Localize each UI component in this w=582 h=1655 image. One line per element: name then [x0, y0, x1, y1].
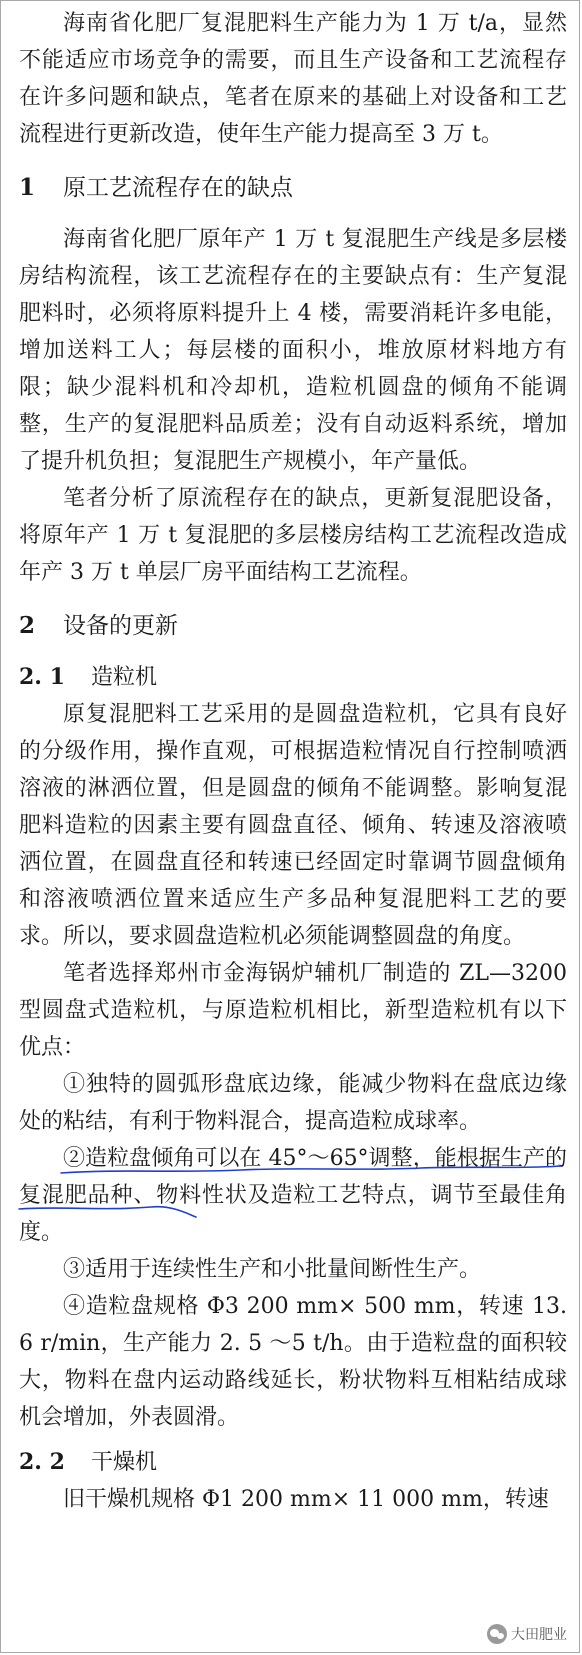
section-2-title: 设备的更新	[63, 613, 179, 639]
subsection-2-2-number: 2. 2	[19, 1449, 65, 1475]
subsection-2-1-paragraph-2: 笔者选择郑州市金海锅炉辅机厂制造的 ZL—3200型圆盘式造粒机，与原造粒机相比，新型造粒机有以下优点：	[19, 961, 567, 1060]
section-2-heading	[19, 607, 567, 645]
subsection-2-1-heading	[19, 659, 567, 696]
watermark-text: 大田肥业	[511, 1627, 567, 1643]
section-1-heading	[19, 169, 567, 207]
advantage-2: ②造粒盘倾角可以在 45°～65°调整，能根据生产的复混肥品种、物料性状及造粒工艺特点，调节至最佳角度。	[19, 1146, 567, 1245]
intro-paragraph: 海南省化肥厂复混肥料生产能力为 1 万 t/a，显然不能适应市场竞争的需要，而且生产设备和工艺流程存在许多问题和缺点，笔者在原来的基础上对设备和工艺流程进行更新改造，使年生产能力提高至 3 万 t。	[19, 11, 567, 147]
subsection-2-1-paragraph-1: 原复混肥料工艺采用的是圆盘造粒机，它具有良好的分级作用，操作直观，可根据造粒情况自行控制喷洒溶液的淋洒位置，但是圆盘的倾角不能调整。影响复混肥料造粒的因素主要有圆盘直径、倾角、转速及溶液喷洒位置，在圆盘直径和转速已经固定时靠调节圆盘倾角和溶液喷洒位置来适应生产多品种复混肥料工艺的要求。所以，要求圆盘造粒机必须能调整圆盘的角度。	[19, 702, 567, 949]
subsection-2-2-title: 干燥机	[90, 1450, 157, 1475]
section-1-title: 原工艺流程存在的缺点	[63, 175, 294, 201]
section-1-paragraph-2: 笔者分析了原流程存在的缺点，更新复混肥设备，将原年产 1 万 t 复混肥的多层楼房结构工艺流程改造成年产 3 万 t 单层厂房平面结构工艺流程。	[19, 486, 567, 585]
subsection-2-1-title: 造粒机	[90, 665, 157, 690]
section-1-paragraph-1: 海南省化肥厂原年产 1 万 t 复混肥生产线是多层楼房结构流程，该工艺流程存在的主要缺点有：生产复混肥料时，必须将原料提升上 4 楼，需要消耗许多电能，增加送料工人；每层楼的面积小，堆放原材料地方有限；缺少混料机和冷却机，造粒机圆盘的倾角不能调整，生产的复混肥料品质差；没有自动返料系统，增加了提升机负担；复混肥生产规模小，年产量低。	[19, 227, 567, 474]
advantage-3: ③适用于连续性生产和小批量间断性生产。	[63, 1257, 482, 1282]
subsection-2-2-heading	[19, 1444, 567, 1481]
wechat-icon	[487, 1624, 507, 1644]
advantage-1: ①独特的圆弧形盘底边缘，能减少物料在盘底边缘处的粘结，有利于物料混合，提高造粒成球率。	[19, 1072, 567, 1134]
subsection-2-1-number: 2. 1	[19, 664, 65, 690]
advantage-4: ④造粒盘规格 Φ3 200 mm× 500 mm，转速 13. 6 r/min，生产能力 2. 5 ～5 t/h。由于造粒盘的面积较大，物料在盘内运动路线延长，粉状物料互相粘结成球机会增加，外表圆滑。	[19, 1294, 567, 1430]
document-body	[19, 5, 567, 1518]
section-1-number: 1	[19, 174, 36, 201]
section-2-number: 2	[19, 612, 36, 639]
watermark	[483, 1622, 571, 1646]
subsection-2-2-paragraph-1: 旧干燥机规格 Φ1 200 mm× 11 000 mm，转速	[63, 1487, 549, 1512]
